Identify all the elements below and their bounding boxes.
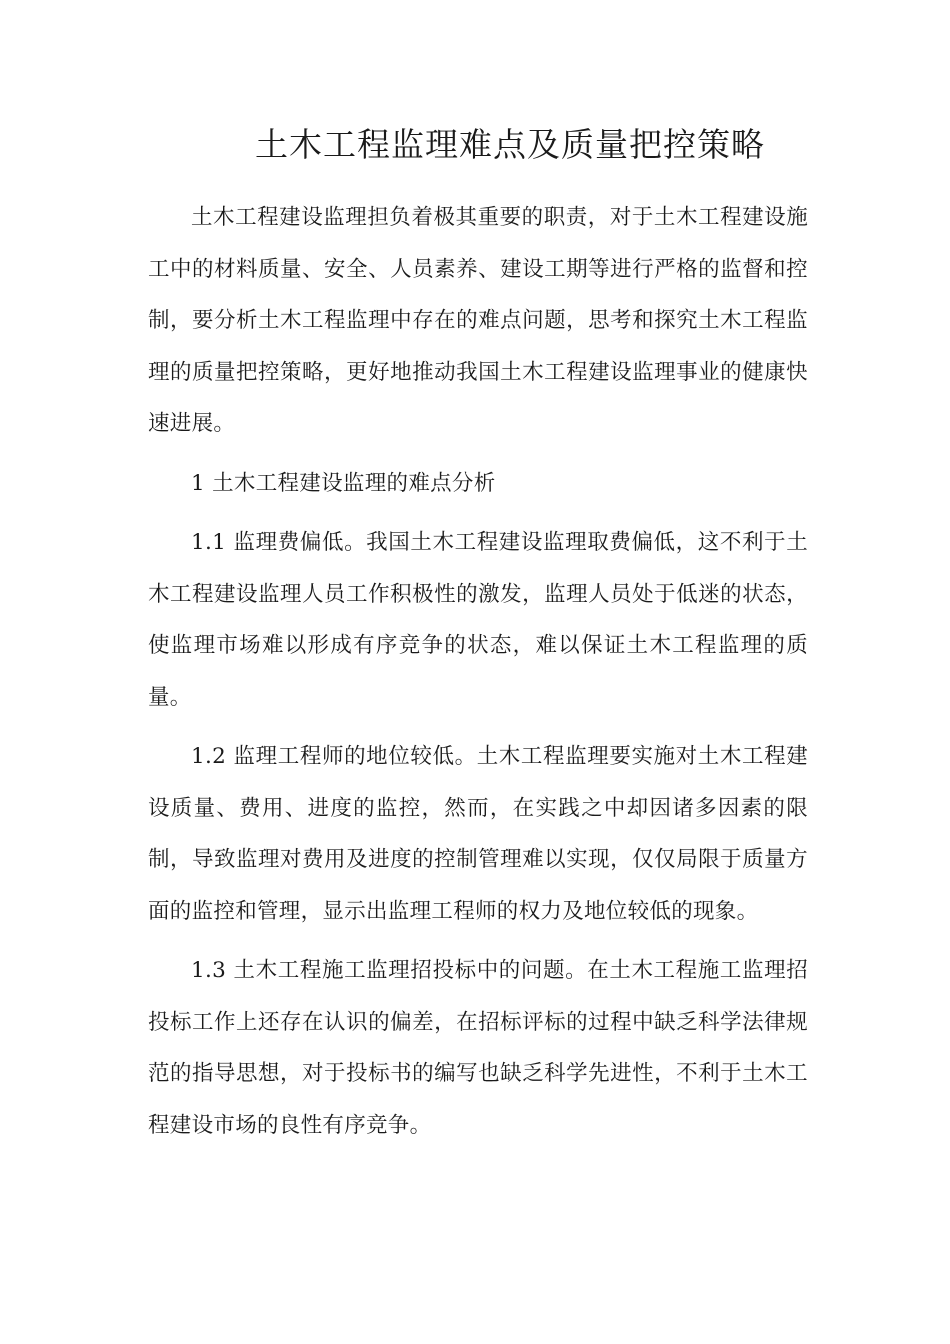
subsection-paragraph-1-1: 1.1 监理费偏低。我国土木工程建设监理取费偏低，这不利于土木工程建设监理人员工作积极性的激发，监理人员处于低迷的状态，使监理市场难以形成有序竞争的状态，难以保证土木工程监理的质量。 <box>148 530 808 710</box>
document-title: 土木工程监理难点及质量把控策略 <box>255 125 765 164</box>
subsection-paragraph-1-3: 1.3 土木工程施工监理招投标中的问题。在土木工程施工监理招投标工作上还存在认识的偏差，在招标评标的过程中缺乏科学法律规范的指导思想，对于投标书的编写也缺乏科学先进性，不利于土木工程建设市场的良性有序竞争。 <box>148 958 808 1138</box>
section-heading-1: 1 土木工程建设监理的难点分析 <box>191 470 496 496</box>
document-body <box>148 192 808 1159</box>
subsection-paragraph-1-2: 1.2 监理工程师的地位较低。土木工程监理要实施对土木工程建设质量、费用、进度的监控，然而，在实践之中却因诸多因素的限制，导致监理对费用及进度的控制管理难以实现，仅仅局限于质量方面的监控和管理，显示出监理工程师的权力及地位较低的现象。 <box>148 744 808 924</box>
intro-paragraph: 土木工程建设监理担负着极其重要的职责，对于土木工程建设施工中的材料质量、安全、人员素养、建设工期等进行严格的监督和控制，要分析土木工程监理中存在的难点问题，思考和探究土木工程监理的质量把控策略，更好地推动我国土木工程建设监理事业的健康快速进展。 <box>148 205 808 436</box>
